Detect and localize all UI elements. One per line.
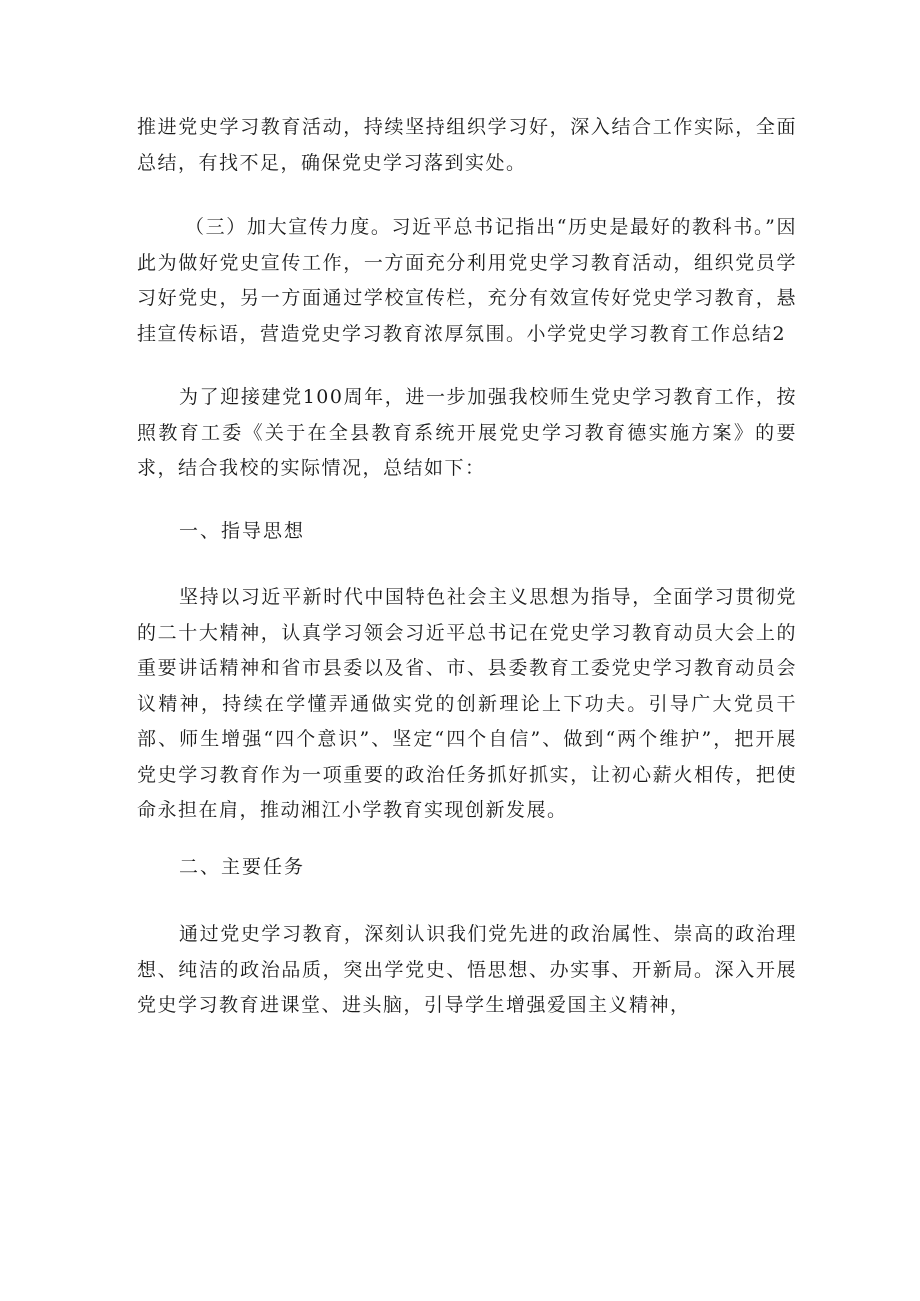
heading-main-tasks: 二、主要任务: [179, 856, 306, 878]
paragraph-main-tasks: 通过党史学习教育，深刻认识我们党先进的政治属性、崇高的政治理想、纯洁的政治品质，突出学党史、悟思想、办实事、开新局。深入开展党史学习教育进课堂、进头脑，引导学生增强爱国主义精神，: [137, 923, 797, 1016]
paragraph-publicity: （三）加大宣传力度。习近平总书记指出“历史是最好的教科书。”因此为做好党史宣传工作，一方面充分利用党史学习教育活动，组织党员学习好党史，另一方面通过学校宣传栏，充分有效宣传好党史学习教育，悬挂宣传标语，营造党史学习教育浓厚氛围。小学党史学习教育工作总结2: [137, 216, 797, 345]
paragraph-intro: 为了迎接建党100周年，进一步加强我校师生党史学习教育工作，按照教育工委《关于在全县教育系统开展党史学习教育德实施方案》的要求，结合我校的实际情况，总结如下：: [137, 386, 797, 479]
heading-guiding-ideology: 一、指导思想: [179, 520, 306, 542]
paragraph-continuation: 推进党史学习教育活动，持续坚持组织学习好，深入结合工作实际，全面总结，有找不足，确保党史学习落到实处。: [137, 116, 797, 174]
paragraph-guiding-ideology: 坚持以习近平新时代中国特色社会主义思想为指导，全面学习贯彻党的二十大精神，认真学习领会习近平总书记在党史学习教育动员大会上的重要讲话精神和省市县委以及省、市、县委教育工委党史学习教育动员会议精神，持续在学懂弄通做实党的创新理论上下功夫。引导广大党员干部、师生增强“四个意识”、坚定“四个自信”、做到“两个维护”，把开展党史学习教育作为一项重要的政治任务抓好抓实，让初心薪火相传，把使命永担在肩，推动湘江小学教育实现创新发展。: [137, 586, 797, 821]
